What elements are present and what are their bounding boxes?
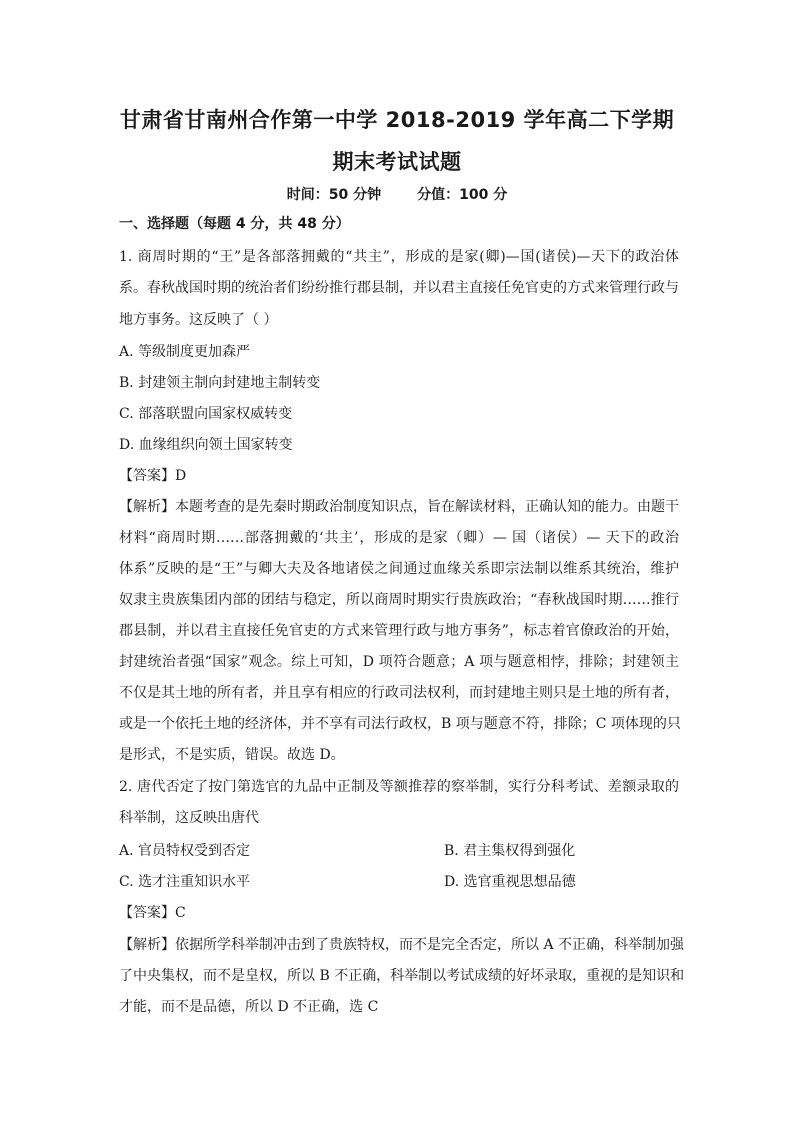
q1-stem-line: 地方事务。这反映了（ ） [119,312,278,328]
q1-analysis-line: 或是一个依托土地的经济体，并不享有司法行政权，B 项与题意不符，排除；C 项体现的只 [119,716,681,732]
q1-analysis-line: 封建统治者强“国家”观念。综上可知，D 项符合题意；A 项与题意相悖，排除；封建领主 [119,654,679,670]
q1-analysis-line: 是形式，不是实质，错误。故选 D。 [119,747,345,763]
q1-analysis-line: 体系”反映的是“王”与卿大夫及各地诸侯之间通过血缘关系即宗法制以维系其统治，维护 [119,561,679,577]
q1-analysis-line: 奴隶主贵族集团内部的团结与稳定，所以商周时期实行贵族政治；“春秋战国时期……推行 [119,592,679,608]
exam-score: 分值：100 分 [417,187,508,203]
exam-time: 时间：50 分钟 [286,187,382,203]
q1-option-d: D. 血缘组织向领土国家转变 [119,437,293,453]
q1-analysis-line: 【解析】本题考查的是先秦时期政治制度知识点，旨在解读材料，正确认知的能力。由题干 [119,499,679,515]
exam-title-line1: 甘肃省甘南州合作第一中学 2018-2019 学年高二下学期 [119,108,675,132]
q2-option-d: D. 选官重视思想品德 [444,874,576,890]
q1-analysis-line: 材料“商周时期……部落拥戴的‘共主’，形成的是家（卿）— 国（诸侯）— 天下的政治 [119,530,679,546]
q2-option-b: B. 君主集权得到强化 [444,843,576,859]
q2-stem-line: 2. 唐代否定了按门第选官的九品中正制及等额推荐的察举制，实行分科考试、差额录取的 [119,779,679,795]
exam-meta [0,184,794,204]
q1-option-c: C. 部落联盟向国家权威转变 [119,406,293,422]
q1-option-b: B. 封建领主制向封建地主制转变 [119,375,321,391]
q1-answer: 【答案】D [119,468,187,484]
q2-answer: 【答案】C [119,905,186,921]
q2-option-c: C. 选才注重知识水平 [119,874,251,890]
q1-option-a: A. 等级制度更加森严 [119,344,251,360]
q1-stem-line: 1. 商周时期的“王”是各部落拥戴的“共主”，形成的是家(卿)—国(诸侯)—天下的政治体 [119,249,679,265]
q2-analysis-line: 了中央集权，而不是皇权，所以 B 不正确，科举制以考试成绩的好坏录取，重视的是知识和 [119,968,685,984]
q2-option-a: A. 官员特权受到否定 [119,843,251,859]
q1-stem-line: 系。春秋战国时期的统治者们纷纷推行郡县制，并以君主直接任免官吏的方式来管理行政与 [119,280,679,296]
q1-analysis-line: 郡县制，并以君主直接任免官吏的方式来管理行政与地方事务”，标志着官僚政治的开始， [119,623,679,639]
q2-analysis-line: 才能，而不是品德，所以 D 不正确，选 C [119,999,379,1015]
exam-title-line2: 期末考试试题 [332,150,462,174]
q2-stem-line: 科举制，这反映出唐代 [119,810,259,826]
section-heading: 一、选择题（每题 4 分，共 48 分） [119,216,350,232]
q1-analysis-line: 不仅是其土地的所有者，并且享有相应的行政司法权利，而封建地主则只是土地的所有者， [119,685,679,701]
q2-analysis-line: 【解析】依据所学科举制冲击到了贵族特权，而不是完全否定，所以 A 不正确，科举制加强 [119,937,685,953]
